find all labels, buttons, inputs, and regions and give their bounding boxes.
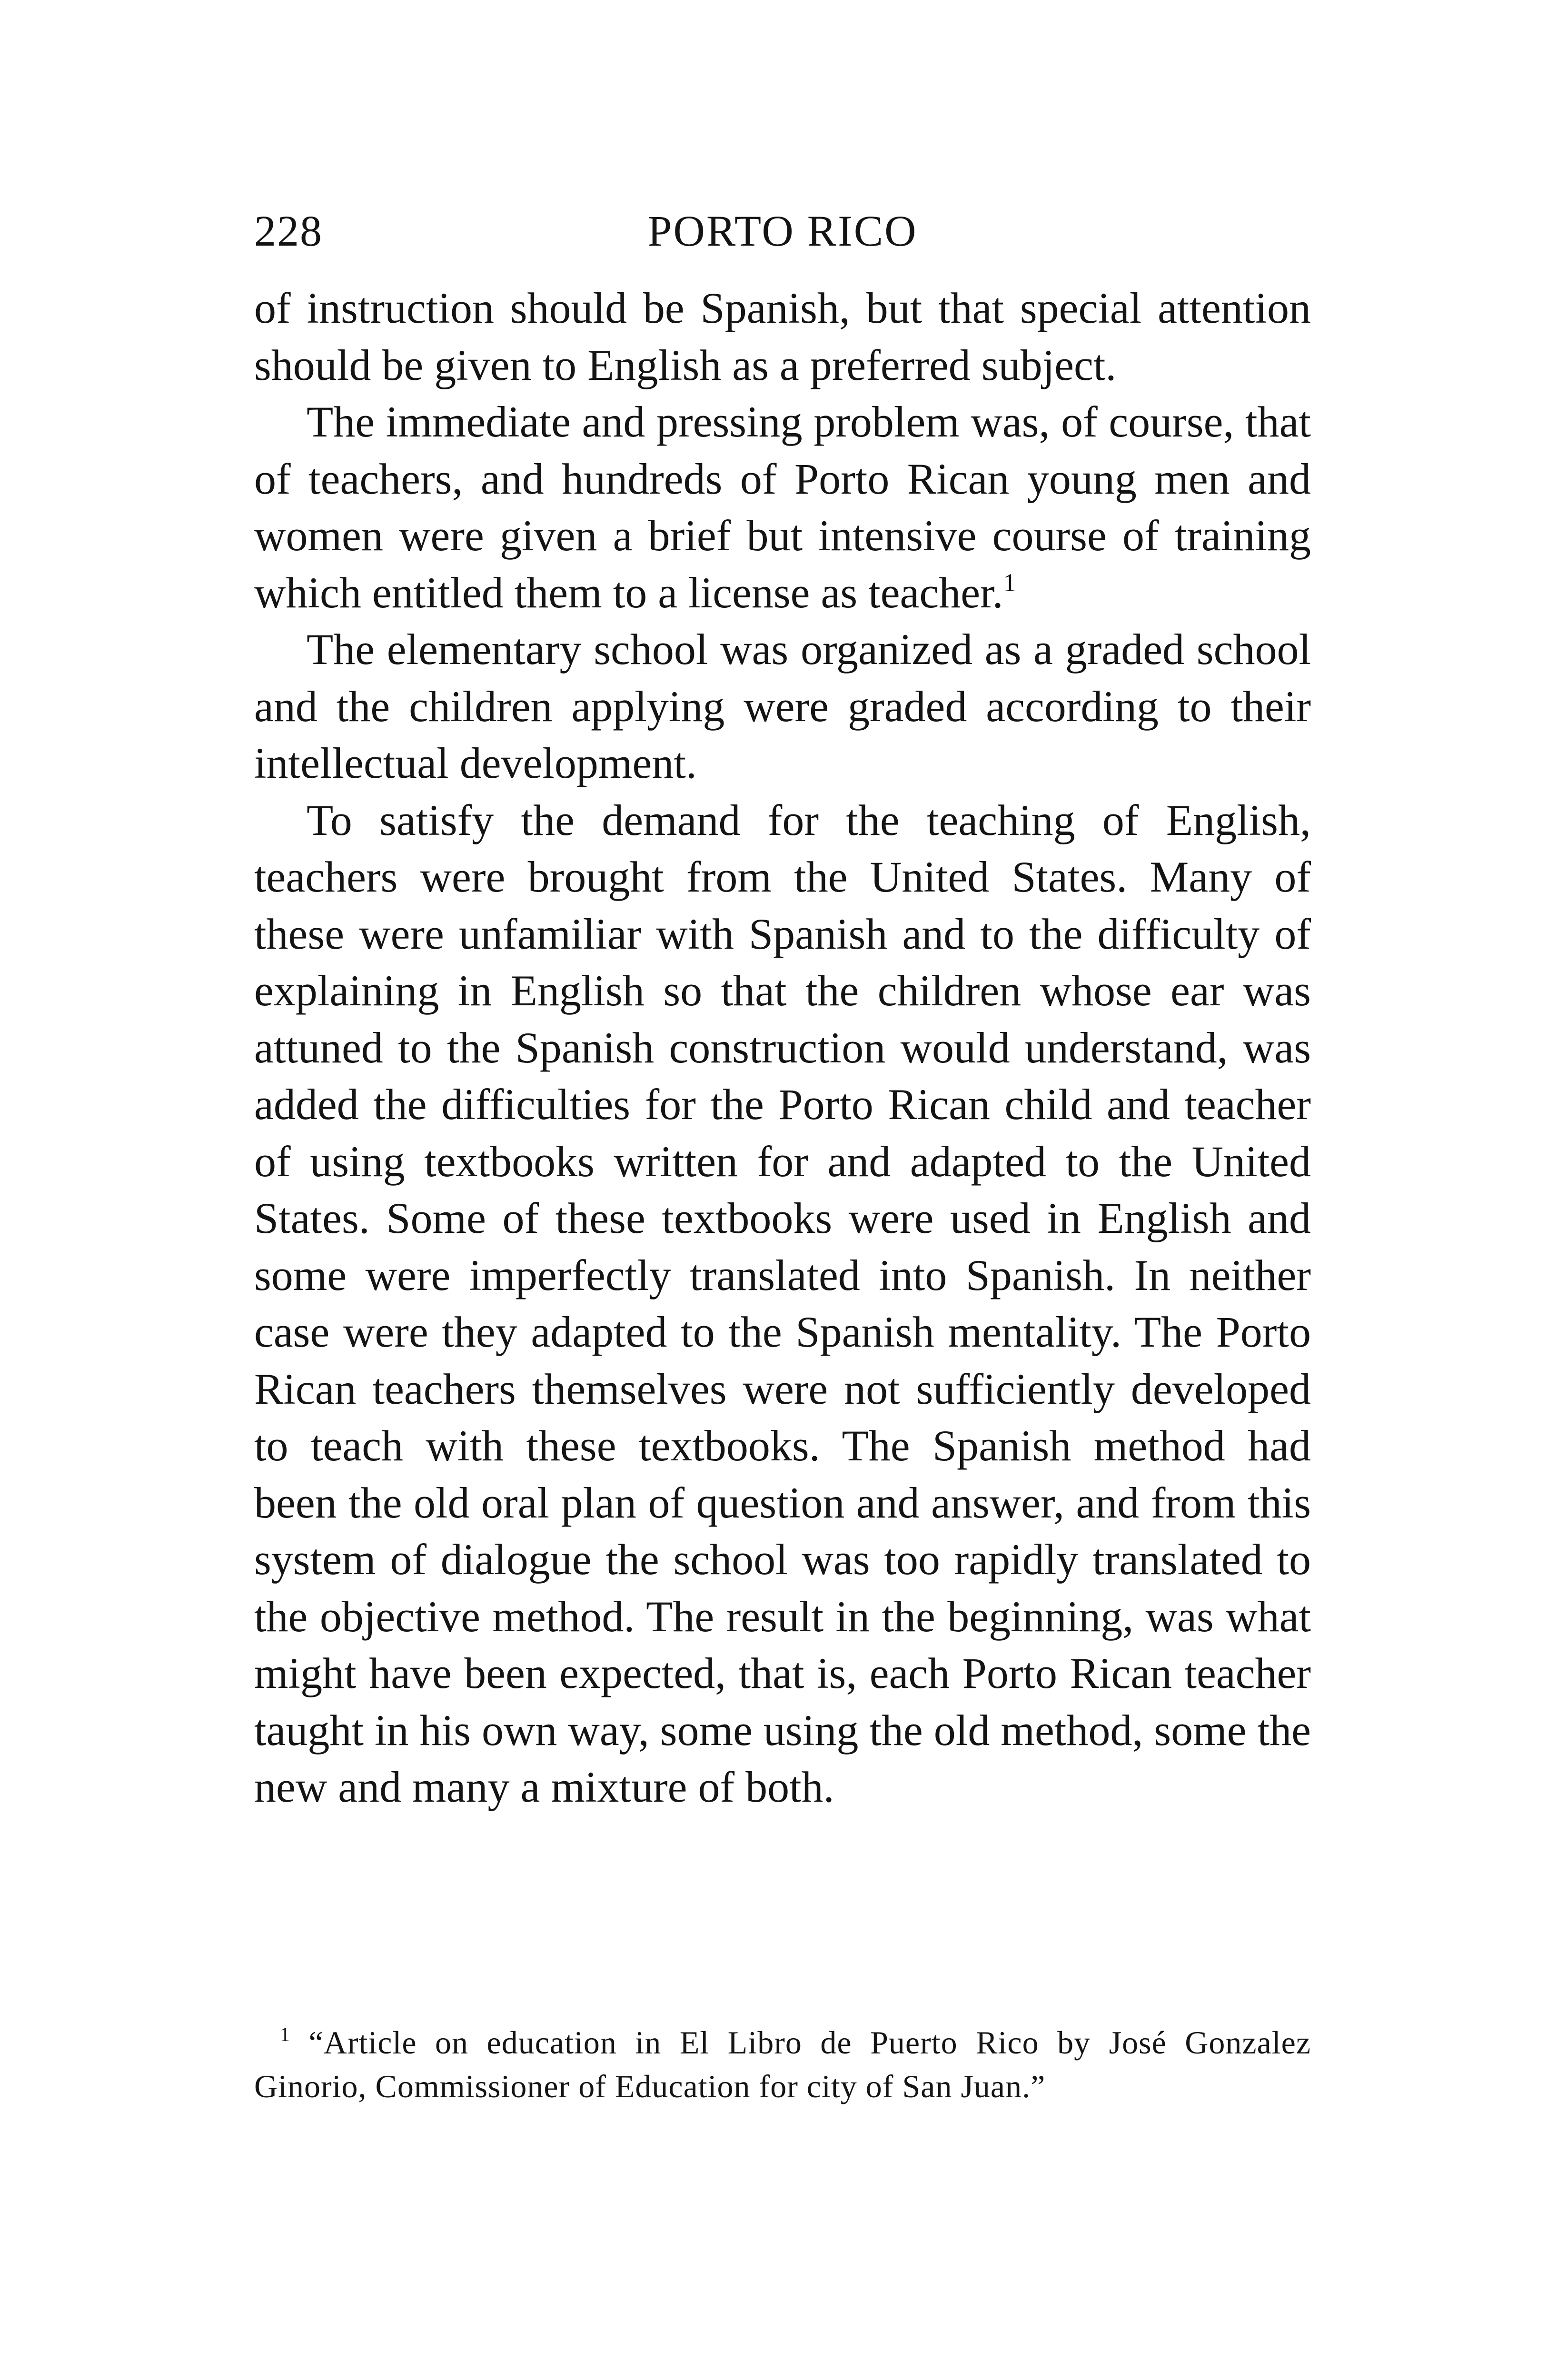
running-head xyxy=(254,205,1311,257)
running-title: PORTO RICO xyxy=(647,207,918,255)
footnote xyxy=(254,2021,1311,2108)
paragraph-english-teaching xyxy=(254,792,1311,1816)
paragraph-text: The elementary school was organized as a graded school and the children applying were graded according to their intellectual development. xyxy=(254,625,1311,787)
footnote-marker: 1 xyxy=(280,2024,290,2046)
paragraph-text: of instruction should be Spanish, but that special attention should be given to English as a preferred subject. xyxy=(254,284,1311,389)
page-number: 228 xyxy=(254,207,323,255)
paragraph-text: The immediate and pressing problem was, of course, that of teachers, and hundreds of Porto Rican young men and women were given a brief but intensive course of training which entitled them to a license as teacher. xyxy=(254,397,1311,617)
paragraph-continuation xyxy=(254,280,1311,394)
paragraph-elementary-school xyxy=(254,621,1311,792)
footnote-text: “Article on education in El Libro de Puerto Rico by José Gonzalez Ginorio, Commissioner of Education for city of San Juan.” xyxy=(254,2024,1311,2104)
footnote-reference: 1 xyxy=(1003,568,1016,597)
paragraph-teachers xyxy=(254,394,1311,621)
body-text xyxy=(254,280,1311,1816)
footnotes xyxy=(254,2021,1311,2108)
paragraph-text: To satisfy the demand for the teaching of English, teachers were brought from the United States. Many of these were unfamiliar with Spanish and to the difficulty of explaining in English so that the children whose ear was attuned to the Spanish construction would understand, was added the difficulties for the Porto Rican child and teacher of using textbooks written for and adapted to the United States. Some of these textbooks were used in English and some were imperfectly translated into Spanish. In neither case were they adapted to the Spanish mentality. The Porto Rican teachers themselves were not sufficiently developed to teach with these textbooks. The Spanish method had been the old oral plan of question and answer, and from this system of dialogue the school was too rapidly translated to the objective method. The result in the beginning, was what might have been expected, that is, each Porto Rican teacher taught in his own way, some using the old method, some the new and many a mixture of both. xyxy=(254,795,1311,1811)
